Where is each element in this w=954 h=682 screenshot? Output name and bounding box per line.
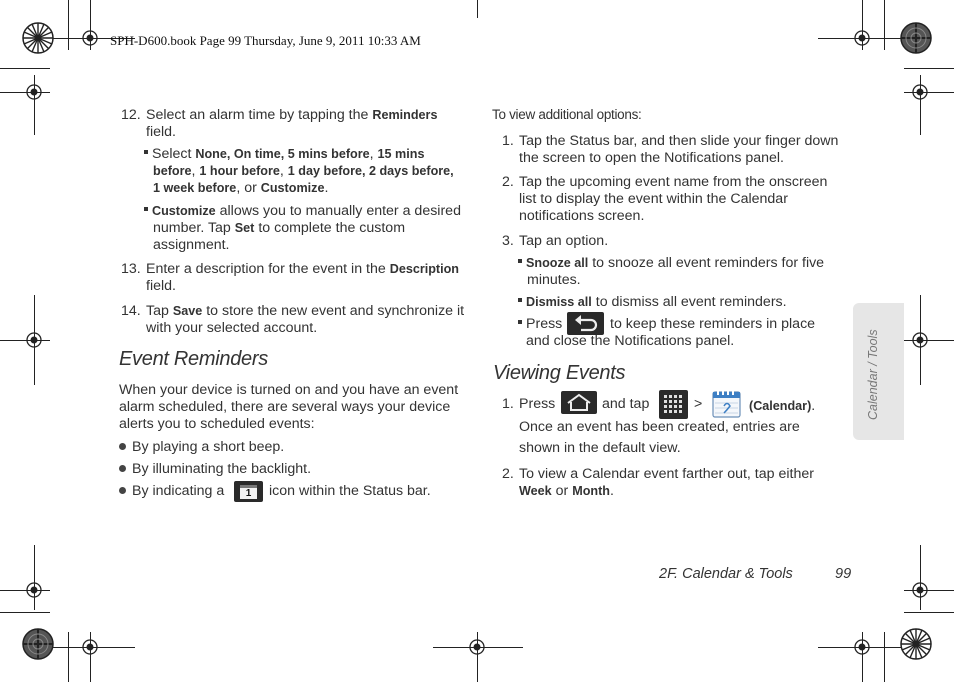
page-number: 99 [835, 566, 852, 582]
color-target-icon [21, 21, 55, 55]
viewing-step-1: Press [519, 396, 556, 412]
square-bullet-icon [518, 259, 522, 263]
round-bullet-icon [119, 487, 126, 494]
dismiss-all-label: Dismiss all [526, 295, 592, 309]
options-step-1: Tap the Status bar, and then slide your finger down the screen to open the Notifications panel. [519, 133, 839, 166]
square-bullet-icon [144, 207, 148, 211]
book-header: SPH-D600.book Page 99 Thursday, June 9, 2011 10:33 AM [110, 33, 421, 48]
step-number: 14. [121, 303, 141, 319]
options-step-2: Tap the upcoming event name from the onscreen list to display the event within the Calendar notifications screen. [519, 174, 828, 224]
viewing-step-2: To view a Calendar event farther out, tap either Week or Month. [519, 466, 814, 499]
square-bullet-icon [144, 150, 148, 154]
list-item-continuation: icon within the Status bar. [269, 483, 431, 499]
registration-mark-icon [24, 580, 44, 600]
registration-mark-icon [910, 580, 930, 600]
square-bullet-icon [518, 320, 522, 324]
round-bullet-icon [119, 465, 126, 472]
step-number: 1. [502, 396, 514, 412]
list-item: By indicating a [119, 483, 224, 500]
list-item: Customize allows you to manually enter a desired number. Tap Set to complete the custom assignment. [144, 203, 474, 254]
step-number: 1. [502, 133, 514, 149]
view-options-label: To view additional options: [492, 107, 642, 122]
calendar-notification-icon: 1 [234, 481, 263, 502]
back-arrow-icon [567, 312, 604, 335]
list-item-continuation: to keep these reminders in place [610, 316, 816, 332]
viewing-step-1-calendar: (Calendar). [749, 398, 816, 414]
step-number: 2. [502, 174, 514, 190]
color-target-icon [899, 21, 933, 55]
registration-mark-icon [80, 637, 100, 657]
step-14: Tap Save to store the new event and synchronize it with your selected account. [146, 303, 465, 336]
list-item: By illuminating the backlight. [119, 461, 311, 478]
registration-mark-icon [852, 28, 872, 48]
list-item: Select None, On time, 5 mins before, 15 mins before, 1 hour before, 1 day before, 2 days before, 1 week before, or Customize. [144, 146, 474, 197]
registration-mark-icon [24, 82, 44, 102]
section-heading-event-reminders: Event Reminders [119, 348, 268, 370]
apps-grid-icon [659, 390, 688, 419]
color-target-icon [21, 627, 55, 661]
reminders-field-label: Reminders [372, 108, 438, 122]
step-12: Select an alarm time by tapping the Reminders field. [146, 107, 438, 140]
registration-mark-icon [852, 637, 872, 657]
snooze-all-label: Snooze all [526, 256, 589, 270]
registration-mark-icon [467, 637, 487, 657]
list-item-continuation: and close the Notifications panel. [526, 333, 735, 349]
step-number: 12. [121, 107, 141, 123]
footer-section-title: 2F. Calendar & Tools [659, 566, 793, 582]
step-number: 13. [121, 261, 141, 277]
section-heading-viewing-events: Viewing Events [493, 362, 626, 384]
description-field-label: Description [389, 262, 459, 276]
step-number: 3. [502, 233, 514, 249]
step-number: 2. [502, 466, 514, 482]
registration-mark-icon [80, 28, 100, 48]
chapter-side-tab-label: Calendar / Tools [866, 329, 880, 420]
registration-mark-icon [910, 82, 930, 102]
registration-mark-icon [24, 330, 44, 350]
list-item: Snooze all to snooze all event reminders for five minutes. [518, 255, 848, 289]
round-bullet-icon [119, 443, 126, 450]
viewing-step-1-continuation: Once an event has been created, entries are shown in the default view. [519, 419, 800, 456]
list-item: Press [518, 316, 562, 333]
list-item: Dismiss all to dismiss all event reminders. [518, 294, 848, 311]
square-bullet-icon [518, 298, 522, 302]
list-item: By playing a short beep. [119, 439, 284, 456]
home-icon [561, 391, 597, 414]
registration-mark-icon [910, 330, 930, 350]
save-label: Save [172, 304, 203, 318]
options-step-3: Tap an option. [519, 233, 609, 249]
event-reminders-intro: When your device is turned on and you have an event alarm scheduled, there are several ways your device alerts you to scheduled events: [119, 382, 459, 432]
calendar-icon [711, 388, 742, 419]
color-target-icon [899, 627, 933, 661]
step-13: Enter a description for the event in the Description field. [146, 261, 459, 294]
